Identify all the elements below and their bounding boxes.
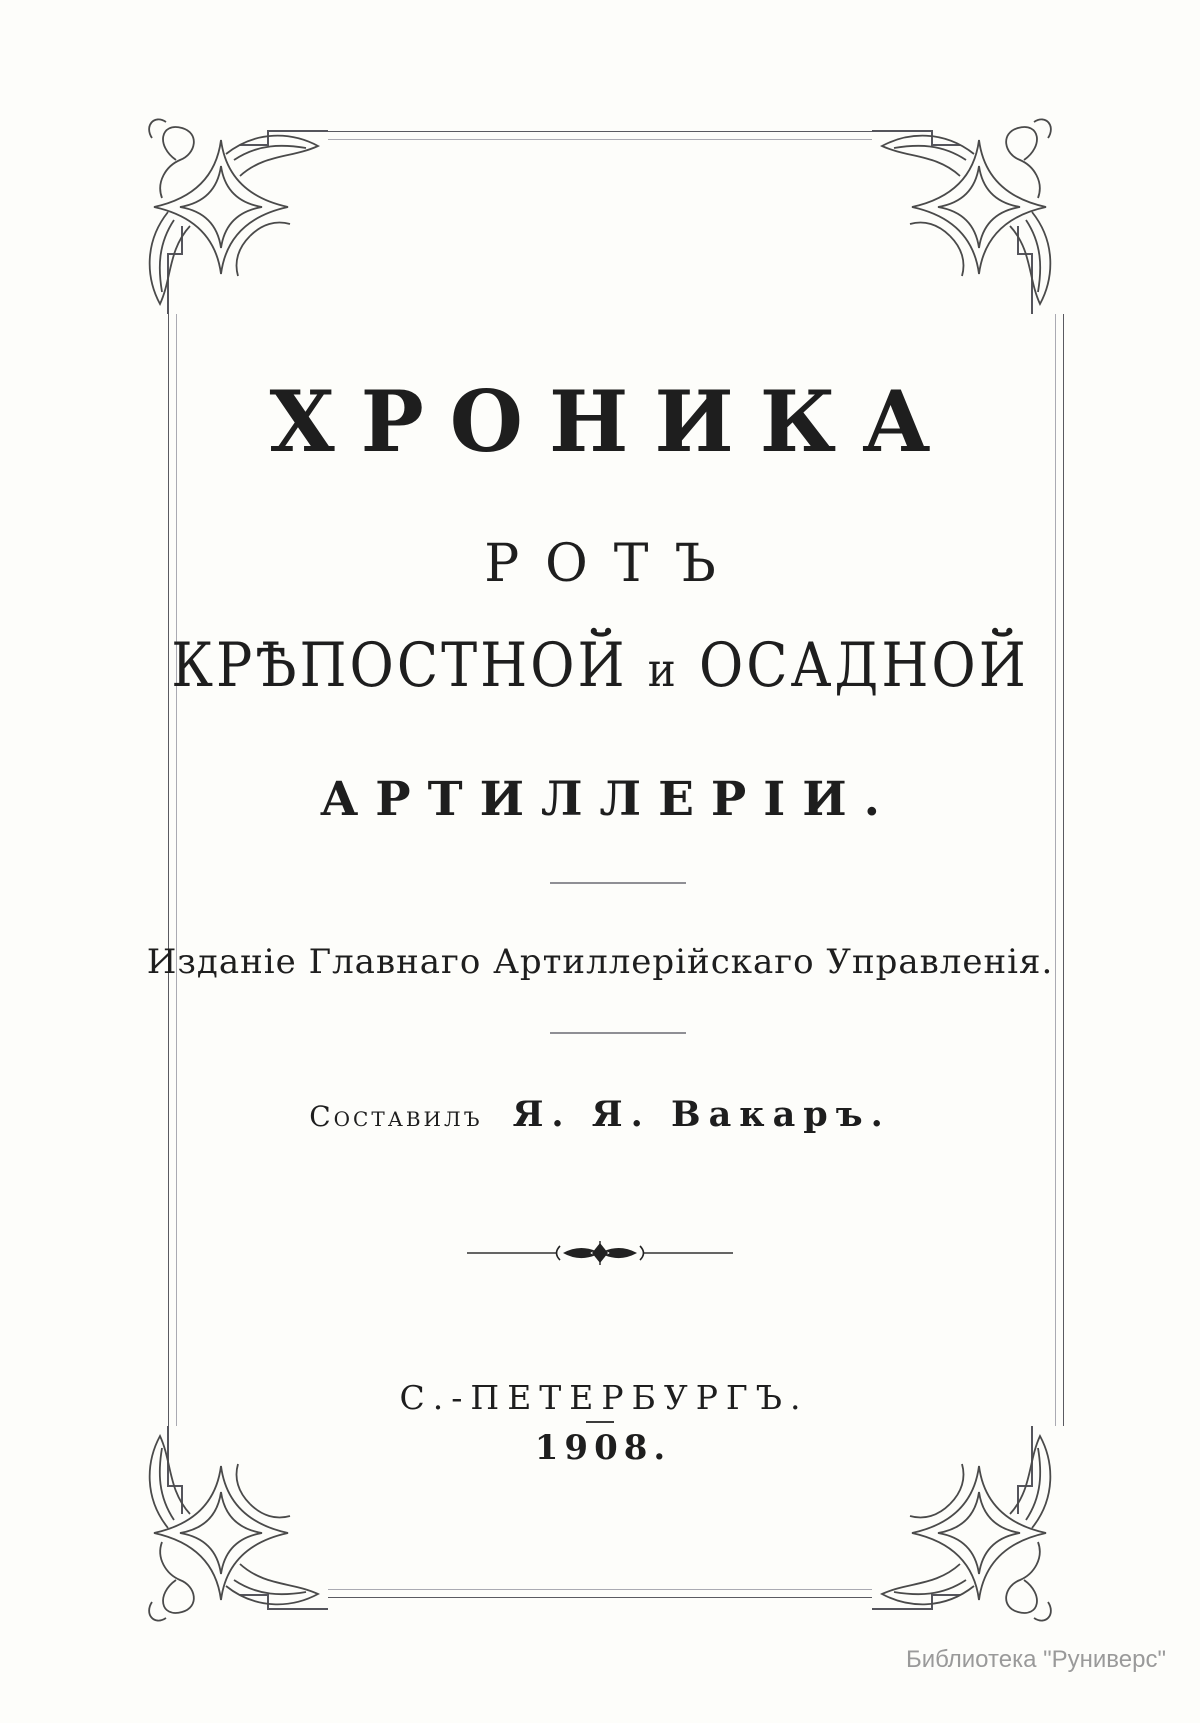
book-title-main: ХРОНИКА [269,372,957,471]
thin-rule-divider [550,882,686,884]
book-title-line4: АРТИЛЛЕРІИ. [319,772,898,827]
book-title-line3 [0,630,1200,701]
thin-rule-divider [550,1032,686,1034]
frame-border-left-inner [176,139,177,1590]
title-line3-conjunction: и [647,642,679,698]
frame-border-right-inner [1055,139,1056,1590]
corner-flourish-icon [872,102,1084,314]
compiled-by-label: Составилъ [309,1100,483,1133]
short-dash-rule [586,1421,614,1423]
publication-city: С.-ПЕТЕРБУРГЪ. [399,1378,809,1417]
ornamental-divider-icon [465,1240,735,1266]
compiler-line [0,1094,1200,1135]
author-name: Я. Я. Вакаръ. [512,1094,891,1135]
book-title-line2: РОТЪ [484,534,742,594]
library-watermark: Библиотека "Руниверс" [905,1646,1166,1673]
publication-year: 1908. [534,1428,672,1468]
corner-flourish-icon [116,102,328,314]
title-line3-part2: ОСАДНОЙ [678,630,1029,701]
title-line3-part1: КРѢПОСТНОЙ [171,630,648,701]
publisher-line: Изданіе Главнаго Артиллерійскаго Управленія. [146,942,1054,982]
